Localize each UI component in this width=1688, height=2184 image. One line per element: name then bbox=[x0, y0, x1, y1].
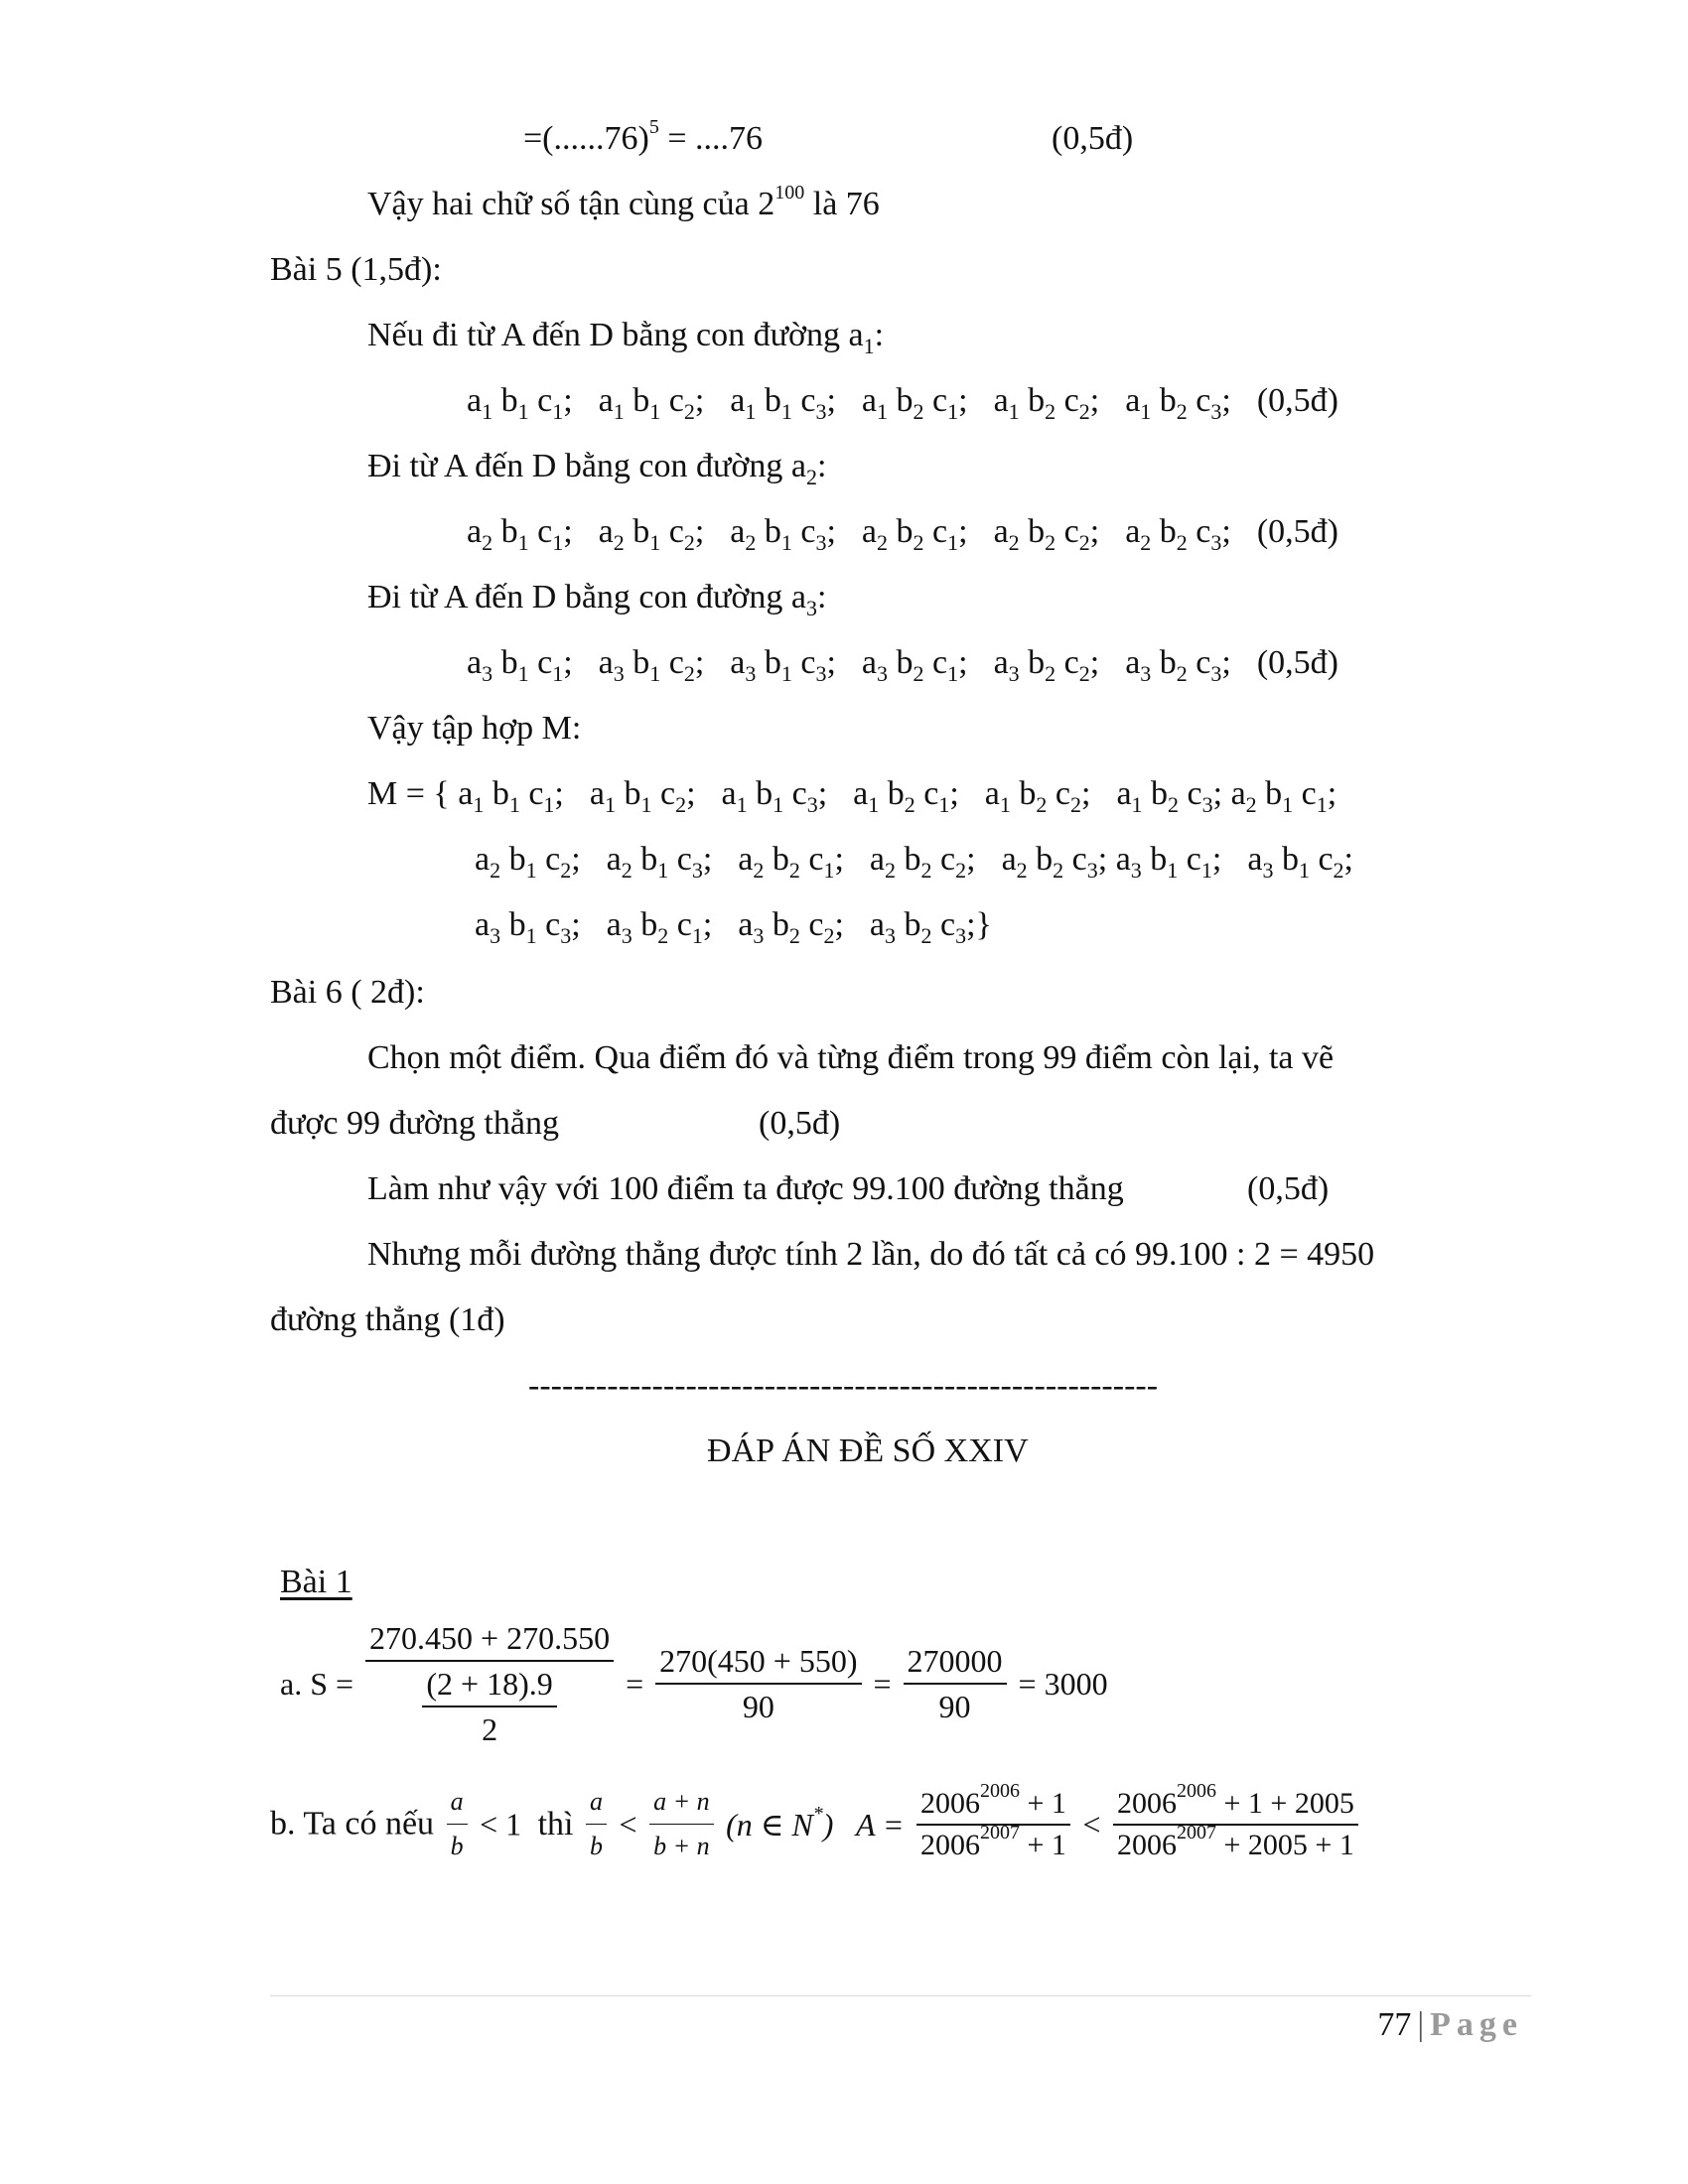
eq-exponent: 5 bbox=[648, 116, 659, 138]
fraction-numerator: $2006^{2006} + 1$ bbox=[916, 1786, 1070, 1826]
score-label: (0,5đ) bbox=[1052, 120, 1134, 157]
conclusion-exponent: 100 bbox=[774, 182, 805, 204]
fraction-2 bbox=[655, 1641, 861, 1726]
page-separator: | bbox=[1417, 2006, 1425, 2043]
section-heading-bai1: Bài 1 bbox=[280, 1564, 352, 1600]
route-intro-a2: Đi từ A đến D bằng con đường $a_2$: bbox=[367, 448, 827, 489]
route-list-a1: $a_1$ $b_1$ $c_1$; $a_1$ $b_1$ $c_2$; $a_1$ $b_1$ $c_3$; $a_1$ $b_2$ $c_1$; $a_1$ $b_2$ $c_2$; $a_1$ $b_2$ $c_3$; (0,5đ) bbox=[467, 382, 1338, 424]
ineq-label: b. Ta có nếu bbox=[270, 1805, 435, 1843]
set-line-1: M = { $a_1$ $b_1$ $c_1$; $a_1$ $b_1$ $c_2$; $a_1$ $b_1$ $c_3$; $a_1$ $b_2$ $c_1$; $a_1$ $b_2$ $c_2$; $a_1$ $b_2$ $c_3$; $a_2$ $b_1$ $c_1$; bbox=[367, 775, 1337, 817]
ineq-condition-close: ) bbox=[822, 1806, 834, 1843]
eq-right: = ....76 bbox=[658, 120, 764, 157]
route-list-a3: $a_3$ $b_1$ $c_1$; $a_3$ $b_1$ $c_2$; $a_3$ $b_1$ $c_3$; $a_3$ $b_2$ $c_1$; $a_3$ $b_2$ $c_2$; $a_3$ $b_2$ $c_3$; (0,5đ) bbox=[467, 644, 1338, 686]
paragraph-line: được 99 đường thẳng bbox=[270, 1105, 559, 1142]
fraction-numerator: (2 + 18).9 bbox=[422, 1664, 556, 1707]
fraction-a-b: $\frac{a}{b}$ bbox=[586, 1782, 607, 1866]
ineq-thi: thì bbox=[537, 1805, 574, 1843]
set-line-3: $a_3$ $b_1$ $c_3$; $a_3$ $b_2$ $c_1$; $a_3$ $b_2$ $c_2$; $a_3$ $b_2$ $c_3$;} bbox=[475, 906, 992, 948]
eq-result: = 3000 bbox=[1018, 1666, 1108, 1702]
fraction-denominator: $2006^{2007} + 1$ bbox=[920, 1821, 1066, 1861]
fraction-B bbox=[1113, 1779, 1358, 1863]
footer-rule bbox=[270, 1995, 1531, 1996]
route-intro-sub: 1 bbox=[863, 334, 875, 358]
A-label: A = bbox=[855, 1806, 905, 1843]
route-intro-sub: 2 bbox=[806, 465, 817, 489]
fraction-denominator: 90 bbox=[742, 1689, 774, 1724]
route-intro-text: Đi từ A đến D bằng con đường a bbox=[367, 579, 806, 615]
eq-left: =(......76) bbox=[523, 120, 649, 157]
score-label: (0,5đ) bbox=[1247, 1170, 1330, 1207]
section-heading-bai6: Bài 6 ( 2đ): bbox=[270, 974, 425, 1011]
fraction-numerator: 270(450 + 550) bbox=[655, 1641, 861, 1685]
route-intro-a3: Đi từ A đến D bằng con đường $a_3$: bbox=[367, 579, 827, 620]
fraction-denominator: 2 bbox=[482, 1711, 498, 1747]
page-footer bbox=[1377, 2005, 1523, 2045]
fraction-a-b: $\frac{a}{b}$ bbox=[447, 1782, 468, 1866]
answer-title: ĐÁP ÁN ĐỀ SỐ XXIV bbox=[707, 1433, 1029, 1469]
paragraph-line: Nhưng mỗi đường thẳng được tính 2 lần, do đó tất cả có 99.100 : 2 = 4950 bbox=[367, 1236, 1375, 1273]
set-line-2: $a_2$ $b_1$ $c_2$; $a_2$ $b_1$ $c_3$; $a_2$ $b_2$ $c_1$; $a_2$ $b_2$ $c_2$; $a_2$ $b_2$ $c_3$; $a_3$ $b_1$ $c_1$; $a_3$ $b_1$ $c_2$; bbox=[475, 841, 1353, 883]
ineq-condition-sup: * bbox=[812, 1802, 823, 1825]
score-label: (0,5đ) bbox=[759, 1105, 841, 1142]
fraction-denominator: 90 bbox=[938, 1689, 971, 1724]
route-intro-a1: Nếu đi từ A đến D bằng con đường $a_1$: bbox=[367, 317, 885, 358]
fraction-denominator bbox=[365, 1662, 614, 1749]
score-label: (0,5đ) bbox=[1256, 513, 1338, 550]
eq-label: a. S = bbox=[280, 1666, 354, 1702]
set-intro: Vậy tập hợp M: bbox=[367, 710, 582, 747]
set-close: ;} bbox=[966, 906, 992, 943]
section-heading-bai5: Bài 5 (1,5đ): bbox=[270, 251, 442, 288]
conclusion-tail: là 76 bbox=[804, 186, 880, 222]
page-word: Page bbox=[1430, 2006, 1523, 2043]
score-label: (0,5đ) bbox=[1256, 382, 1338, 419]
fraction-3 bbox=[904, 1641, 1007, 1726]
score-label: (0,5đ) bbox=[1256, 644, 1338, 681]
fraction-numerator: $2006^{2006} + 1 + 2005$ bbox=[1113, 1786, 1358, 1826]
fraction-numerator: 270000 bbox=[904, 1641, 1007, 1685]
nested-fraction bbox=[422, 1664, 556, 1749]
fraction-an-bn: $\frac{a + n}{b + n}$ bbox=[649, 1782, 714, 1866]
inequality-line: b. Ta có nếu $\frac{a}{b}$ < 1 thì $\frac{a}{b}$ < $\frac{a + n}{b + n}$ (n ∈ N*) A = $\frac{2006^{2006} + 1}{2006^{2007} + 1}$ < $\frac{2006^{2006} + 1 + 2005}{2006^{2007} + 2005 + 1}$ bbox=[270, 1782, 1362, 1866]
route-intro-text: Nếu đi từ A đến D bằng con đường a bbox=[367, 317, 864, 353]
fraction-numerator: 270.450 + 270.550 bbox=[365, 1618, 614, 1662]
equation-line bbox=[523, 116, 764, 159]
conclusion-line bbox=[367, 182, 880, 224]
fraction-A bbox=[916, 1779, 1070, 1863]
fraction-1 bbox=[365, 1618, 614, 1749]
equation-S: a. S = $\frac{270.450 + 270.550}{\frac{(2 + 18).9}{2}}$ = $\frac{270(450 + 550)}{90}$ = $\frac{270000}{90}$ = 3000 bbox=[280, 1620, 1108, 1747]
page-number: 77 bbox=[1377, 2006, 1412, 2043]
conclusion-text: Vậy hai chữ số tận cùng của 2 bbox=[367, 186, 775, 222]
fraction-denominator: $2006^{2007} + 2005 + 1$ bbox=[1116, 1821, 1354, 1861]
set-prefix: M = { bbox=[367, 775, 450, 812]
paragraph-line: Làm như vậy với 100 điểm ta được 99.100 đường thẳng bbox=[367, 1170, 1124, 1207]
section-separator: -------------------------------------------------------- bbox=[528, 1367, 1159, 1404]
paragraph-line: đường thẳng (1đ) bbox=[270, 1301, 505, 1338]
paragraph-line: Chọn một điểm. Qua điểm đó và từng điểm trong 99 điểm còn lại, ta vẽ bbox=[367, 1039, 1335, 1076]
route-intro-text: Đi từ A đến D bằng con đường a bbox=[367, 448, 806, 484]
route-intro-sub: 3 bbox=[806, 596, 817, 620]
ineq-condition: (n ∈ N bbox=[726, 1806, 813, 1843]
route-list-a2: $a_2$ $b_1$ $c_1$; $a_2$ $b_1$ $c_2$; $a_2$ $b_1$ $c_3$; $a_2$ $b_2$ $c_1$; $a_2$ $b_2$ $c_2$; $a_2$ $b_2$ $c_3$; (0,5đ) bbox=[467, 513, 1338, 555]
